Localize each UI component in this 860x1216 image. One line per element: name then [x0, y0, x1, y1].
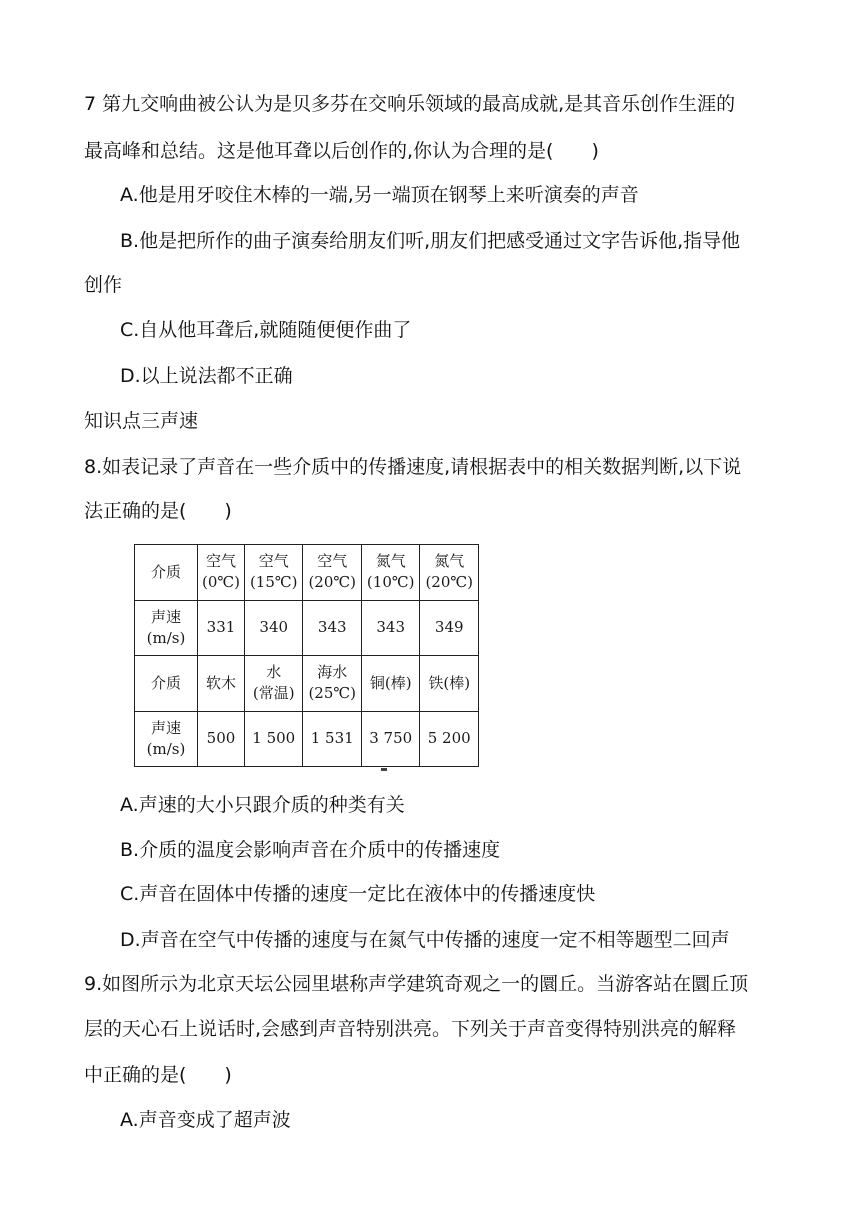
table-cell: 空气 (20℃): [303, 545, 361, 601]
section-title: 知识点三声速: [84, 410, 199, 432]
q8-option-d: D.声音在空气中传播的速度与在氮气中传播的速度一定不相等题型二回声: [120, 929, 730, 951]
table-cell: 1 500: [245, 711, 303, 767]
table-cell: 349: [420, 600, 479, 656]
q7-option-b-line2: 创作: [84, 274, 123, 296]
table-cell: 氮气 (10℃): [361, 545, 419, 601]
table-row: [135, 600, 479, 656]
q7-stem-line1: 7 第九交响曲被公认为是贝多芬在交响乐领域的最高成就,是其音乐创作生涯的: [84, 93, 736, 115]
q7-stem-line2: 最高峰和总结。这是他耳聋以后创作的,你认为合理的是( ): [84, 140, 599, 162]
scan-speck: [381, 768, 387, 771]
table-cell: 软木: [198, 656, 245, 712]
table-row: [135, 711, 479, 767]
table-cell: 5 200: [420, 711, 479, 767]
q9-option-a: A.声音变成了超声波: [120, 1109, 291, 1131]
table-cell: 水 (常温): [245, 656, 303, 712]
q8-option-c: C.声音在固体中传播的速度一定比在液体中的传播速度快: [120, 883, 596, 905]
table-cell: 声速 (m/s): [135, 600, 198, 656]
q8-stem-line2: 法正确的是( ): [84, 500, 232, 522]
table-cell: 343: [361, 600, 419, 656]
q8-option-a: A.声速的大小只跟介质的种类有关: [120, 794, 405, 816]
q7-option-b-line1: B.他是把所作的曲子演奏给朋友们听,朋友们把感受通过文字告诉他,指导他: [120, 230, 741, 252]
table-cell: 铜(棒): [361, 656, 419, 712]
table-cell: 1 531: [303, 711, 361, 767]
q7-option-a: A.他是用牙咬住木棒的一端,另一端顶在钢琴上来听演奏的声音: [120, 184, 639, 206]
table-cell: 介质: [135, 545, 198, 601]
q8-option-b: B.介质的温度会影响声音在介质中的传播速度: [120, 839, 501, 861]
table-row: [135, 656, 479, 712]
table-cell: 铁(棒): [420, 656, 479, 712]
q9-stem-line1: 9.如图所示为北京天坛公园里堪称声学建筑奇观之一的圜丘。当游客站在圜丘顶: [84, 973, 749, 995]
q8-stem-line1: 8.如表记录了声音在一些介质中的传播速度,请根据表中的相关数据判断,以下说: [84, 456, 742, 478]
q7-option-d: D.以上说法都不正确: [120, 365, 293, 387]
table-row: [135, 545, 479, 601]
table-cell: 500: [198, 711, 245, 767]
table-cell: 343: [303, 600, 361, 656]
table-cell: 声速 (m/s): [135, 711, 198, 767]
sound-speed-table: [134, 544, 479, 767]
q9-stem-line3: 中正确的是( ): [84, 1064, 232, 1086]
table-cell: 海水 (25℃): [303, 656, 361, 712]
q9-stem-line2: 层的天心石上说话时,会感到声音特别洪亮。下列关于声音变得特别洪亮的解释: [84, 1018, 737, 1040]
table-cell: 空气 (15℃): [245, 545, 303, 601]
table-cell: 3 750: [361, 711, 419, 767]
table-cell: 331: [198, 600, 245, 656]
table-cell: 介质: [135, 656, 198, 712]
table-cell: 氮气 (20℃): [420, 545, 479, 601]
table-cell: 340: [245, 600, 303, 656]
q7-option-c: C.自从他耳聋后,就随随便便作曲了: [120, 319, 412, 341]
table-cell: 空气 (0℃): [198, 545, 245, 601]
